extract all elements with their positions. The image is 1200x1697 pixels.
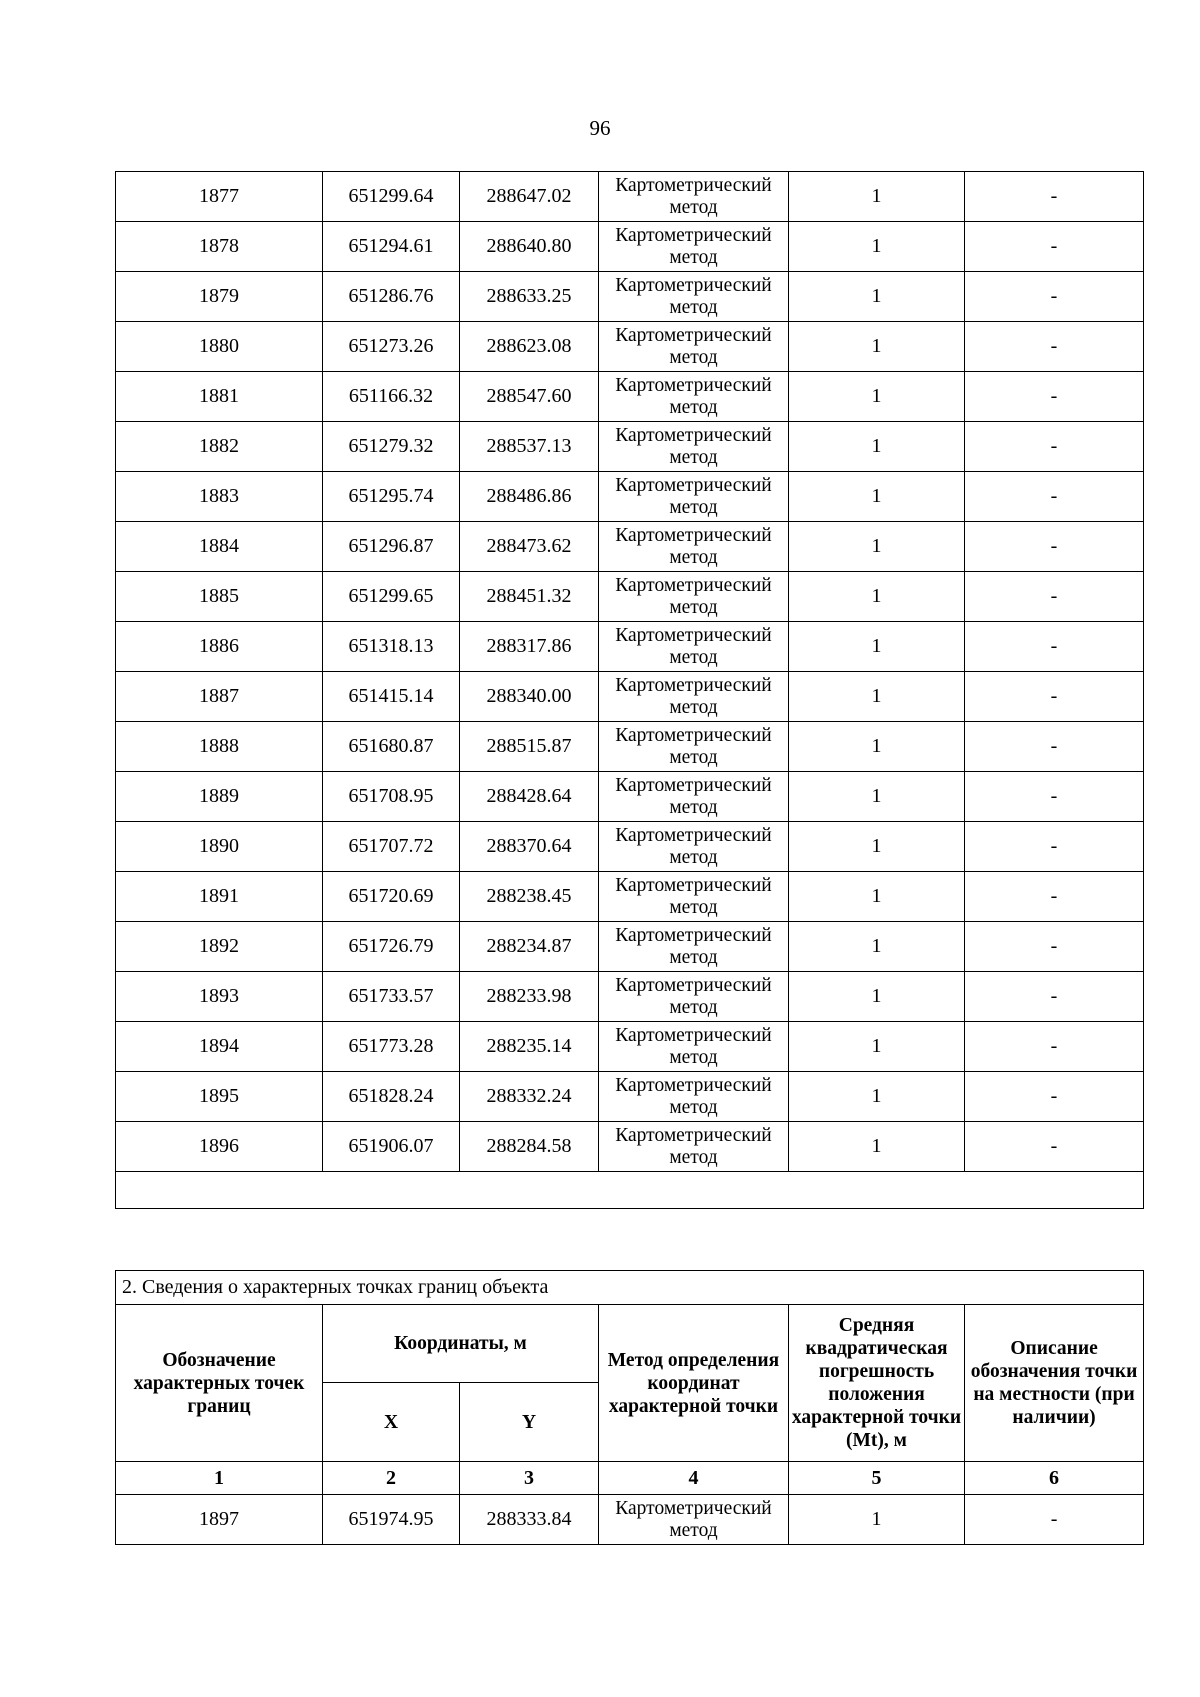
table-row: [116, 672, 1144, 722]
boundary-points-table: [115, 1270, 1144, 1545]
coordinate-x: 651294.61: [323, 222, 460, 272]
method: Картометрический метод: [599, 372, 789, 422]
method: Картометрический метод: [599, 472, 789, 522]
description: -: [965, 422, 1144, 472]
description: -: [965, 722, 1144, 772]
point-id: 1883: [116, 472, 323, 522]
coordinate-x: 651166.32: [323, 372, 460, 422]
coordinate-y: 288640.80: [460, 222, 599, 272]
table-row: [116, 772, 1144, 822]
point-id: 1886: [116, 622, 323, 672]
table-row: [116, 472, 1144, 522]
mean-error: 1: [789, 172, 965, 222]
method: Картометрический метод: [599, 672, 789, 722]
coordinate-y: 288473.62: [460, 522, 599, 572]
description: -: [965, 522, 1144, 572]
coordinate-y: 288317.86: [460, 622, 599, 672]
table-row: [116, 372, 1144, 422]
mean-error: 1: [789, 522, 965, 572]
point-id: 1888: [116, 722, 323, 772]
point-id: 1882: [116, 422, 323, 472]
coordinate-y: 288547.60: [460, 372, 599, 422]
method: Картометрический метод: [599, 1072, 789, 1122]
coordinate-y: 288233.98: [460, 972, 599, 1022]
mean-error: 1: [789, 872, 965, 922]
coordinate-x: 651273.26: [323, 322, 460, 372]
coordinate-y: 288238.45: [460, 872, 599, 922]
description: -: [965, 922, 1144, 972]
method: Картометрический метод: [599, 222, 789, 272]
column-number: 2: [323, 1462, 460, 1495]
mean-error: 1: [789, 772, 965, 822]
point-id: 1890: [116, 822, 323, 872]
table-row: [116, 722, 1144, 772]
coordinate-y: 288633.25: [460, 272, 599, 322]
description: -: [965, 222, 1144, 272]
header-y: Y: [460, 1383, 599, 1462]
mean-error: 1: [789, 572, 965, 622]
description: -: [965, 472, 1144, 522]
mean-error: 1: [789, 1122, 965, 1172]
point-id: 1881: [116, 372, 323, 422]
point-id: 1894: [116, 1022, 323, 1072]
section-title: 2. Сведения о характерных точках границ объекта: [116, 1271, 1144, 1305]
mean-error: 1: [789, 922, 965, 972]
coordinate-x: 651773.28: [323, 1022, 460, 1072]
point-id: 1892: [116, 922, 323, 972]
table-row: [116, 822, 1144, 872]
method: Картометрический метод: [599, 622, 789, 672]
point-id: 1878: [116, 222, 323, 272]
description: -: [965, 272, 1144, 322]
coordinate-x: 651828.24: [323, 1072, 460, 1122]
coordinate-x: 651707.72: [323, 822, 460, 872]
mean-error: 1: [789, 1022, 965, 1072]
mean-error: 1: [789, 272, 965, 322]
description: -: [965, 1072, 1144, 1122]
coordinate-y: 288515.87: [460, 722, 599, 772]
column-number: 6: [965, 1462, 1144, 1495]
table-row: [116, 272, 1144, 322]
method: Картометрический метод: [599, 772, 789, 822]
mean-error: 1: [789, 322, 965, 372]
description: -: [965, 772, 1144, 822]
mean-error: 1: [789, 822, 965, 872]
table-row: [116, 872, 1144, 922]
method: Картометрический метод: [599, 172, 789, 222]
header-coordinates: Координаты, м: [323, 1305, 599, 1383]
point-id: 1897: [116, 1495, 323, 1545]
coordinate-x: 651708.95: [323, 772, 460, 822]
coordinate-y: 288647.02: [460, 172, 599, 222]
table-row: [116, 222, 1144, 272]
description: -: [965, 572, 1144, 622]
table-row: [116, 172, 1144, 222]
method: Картометрический метод: [599, 722, 789, 772]
page-number: 96: [589, 116, 611, 140]
table-row: [116, 422, 1144, 472]
point-id: 1880: [116, 322, 323, 372]
method: Картометрический метод: [599, 572, 789, 622]
column-number: 5: [789, 1462, 965, 1495]
table-row: [116, 572, 1144, 622]
coordinate-x: 651299.65: [323, 572, 460, 622]
mean-error: 1: [789, 222, 965, 272]
method: Картометрический метод: [599, 1122, 789, 1172]
table-row: [116, 1022, 1144, 1072]
description: -: [965, 172, 1144, 222]
empty-cell: [116, 1172, 1144, 1209]
coordinate-y: 288428.64: [460, 772, 599, 822]
coordinate-x: 651906.07: [323, 1122, 460, 1172]
table-row: [116, 322, 1144, 372]
method: Картометрический метод: [599, 322, 789, 372]
coordinate-y: 288333.84: [460, 1495, 599, 1545]
method: Картометрический метод: [599, 872, 789, 922]
header-designation: Обозначение характерных точек границ: [116, 1305, 323, 1462]
table-row: [116, 922, 1144, 972]
coordinate-y: 288451.32: [460, 572, 599, 622]
coordinate-x: 651286.76: [323, 272, 460, 322]
table-row: [116, 972, 1144, 1022]
coordinate-x: 651733.57: [323, 972, 460, 1022]
point-id: 1893: [116, 972, 323, 1022]
mean-error: 1: [789, 1495, 965, 1545]
header-error: Средняя квадратическая погрешность положения характерной точки (Mt), м: [789, 1305, 965, 1462]
point-id: 1887: [116, 672, 323, 722]
description: -: [965, 972, 1144, 1022]
point-id: 1896: [116, 1122, 323, 1172]
description: -: [965, 372, 1144, 422]
coordinate-y: 288235.14: [460, 1022, 599, 1072]
coordinate-y: 288234.87: [460, 922, 599, 972]
coordinate-y: 288486.86: [460, 472, 599, 522]
description: -: [965, 822, 1144, 872]
coordinate-x: 651279.32: [323, 422, 460, 472]
method: Картометрический метод: [599, 272, 789, 322]
column-number: 3: [460, 1462, 599, 1495]
method: Картометрический метод: [599, 972, 789, 1022]
header-x: X: [323, 1383, 460, 1462]
method: Картометрический метод: [599, 1495, 789, 1545]
coordinate-y: 288370.64: [460, 822, 599, 872]
coordinate-x: 651296.87: [323, 522, 460, 572]
coordinate-x: 651680.87: [323, 722, 460, 772]
description: -: [965, 1495, 1144, 1545]
method: Картометрический метод: [599, 422, 789, 472]
table-row: [116, 1122, 1144, 1172]
point-id: 1889: [116, 772, 323, 822]
mean-error: 1: [789, 422, 965, 472]
method: Картометрический метод: [599, 522, 789, 572]
mean-error: 1: [789, 672, 965, 722]
method: Картометрический метод: [599, 822, 789, 872]
column-number: 1: [116, 1462, 323, 1495]
table-row: [116, 1072, 1144, 1122]
description: -: [965, 322, 1144, 372]
coordinate-x: 651415.14: [323, 672, 460, 722]
point-id: 1895: [116, 1072, 323, 1122]
table-row: [116, 1495, 1144, 1545]
method: Картометрический метод: [599, 1022, 789, 1072]
coordinate-x: 651974.95: [323, 1495, 460, 1545]
mean-error: 1: [789, 622, 965, 672]
coordinate-y: 288537.13: [460, 422, 599, 472]
description: -: [965, 1122, 1144, 1172]
description: -: [965, 1022, 1144, 1072]
point-id: 1885: [116, 572, 323, 622]
mean-error: 1: [789, 472, 965, 522]
coordinate-x: 651726.79: [323, 922, 460, 972]
method: Картометрический метод: [599, 922, 789, 972]
coordinate-y: 288623.08: [460, 322, 599, 372]
description: -: [965, 672, 1144, 722]
mean-error: 1: [789, 372, 965, 422]
mean-error: 1: [789, 972, 965, 1022]
coordinates-table-continued: [115, 171, 1144, 1209]
coordinate-x: 651295.74: [323, 472, 460, 522]
empty-row: [116, 1172, 1144, 1209]
coordinate-y: 288340.00: [460, 672, 599, 722]
header-method: Метод определения координат характерной точки: [599, 1305, 789, 1462]
coordinate-y: 288332.24: [460, 1072, 599, 1122]
coordinate-x: 651720.69: [323, 872, 460, 922]
point-id: 1877: [116, 172, 323, 222]
description: -: [965, 872, 1144, 922]
point-id: 1879: [116, 272, 323, 322]
description: -: [965, 622, 1144, 672]
table-row: [116, 622, 1144, 672]
column-number: 4: [599, 1462, 789, 1495]
mean-error: 1: [789, 1072, 965, 1122]
coordinate-x: 651299.64: [323, 172, 460, 222]
point-id: 1884: [116, 522, 323, 572]
point-id: 1891: [116, 872, 323, 922]
coordinate-x: 651318.13: [323, 622, 460, 672]
coordinate-y: 288284.58: [460, 1122, 599, 1172]
header-description: Описание обозначения точки на местности (при наличии): [965, 1305, 1144, 1462]
table-row: [116, 522, 1144, 572]
mean-error: 1: [789, 722, 965, 772]
